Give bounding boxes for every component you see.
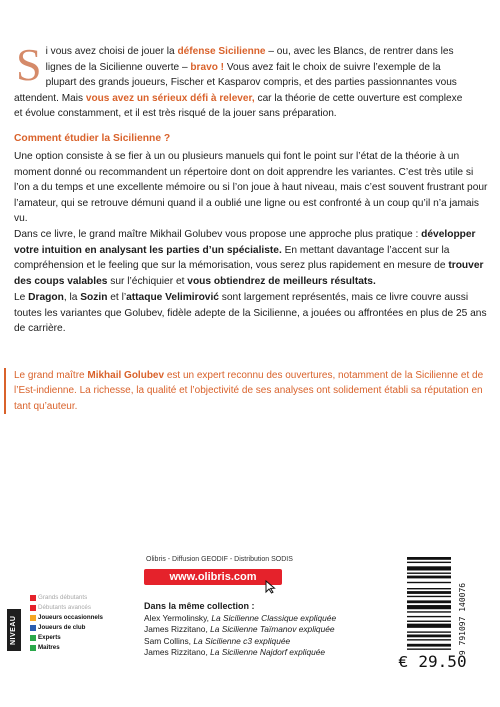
barcode-stripe: [407, 566, 451, 570]
level-swatch: [30, 615, 36, 621]
author-bio: Le grand maître Mikhail Golubev est un expert reconnu des ouvertures, notamment de la Sicilienne et de l’Est-indienne. La richesse, la qualité et l’objectivité de ses analyses ont solidement établi sa réputation en tant qu’auteur.: [14, 370, 484, 412]
barcode-stripe: [407, 639, 451, 640]
same-collection: [144, 601, 336, 659]
barcode-stripe: [407, 605, 451, 609]
level-item: Grands débutants: [30, 593, 103, 603]
collection-title: Dans la même collection :: [144, 601, 255, 611]
level-item: Joueurs occasionnels: [30, 613, 103, 623]
barcode-stripe: [407, 648, 451, 649]
distribution-line: Olibris - Diffusion GEODIF - Distribution SODIS: [146, 556, 293, 563]
barcode-stripe: [407, 582, 451, 583]
level-item: Débutants avancés: [30, 603, 103, 613]
barcode-stripe: [407, 616, 451, 617]
barcode-stripe: [407, 621, 451, 622]
barcode-stripe: [407, 573, 451, 574]
drop-cap: S: [16, 39, 42, 90]
barcode-stripe: [407, 611, 451, 612]
website-link[interactable]: www.olibris.com: [144, 569, 282, 585]
level-label: NIVEAU: [7, 609, 21, 651]
highlight-sicilian-defense: défense Sicilienne: [177, 46, 266, 57]
level-swatch: [30, 635, 36, 641]
barcode-stripe: [407, 635, 451, 638]
highlight-challenge: vous avez un sérieux défi à relever,: [85, 92, 255, 104]
barcode-stripe: [407, 588, 451, 589]
mouse-pointer-icon: [264, 580, 278, 594]
barcode-stripe: [407, 562, 451, 563]
barcode-stripe: [407, 631, 451, 632]
barcode-stripe: [407, 644, 451, 647]
intro-paragraph: Si vous avez choisi de jouer la défense Sicilienne – ou, avec les Blancs, de rentrer dans les lignes de la Sicilienne ouverte – bravo ! Vous avez fait le choix de suivre l’exemple de la plupart des grands joueurs, Fischer et Kasparov compris, et des parties passionnantes vous attendent. Mais vous avez un sérieux défi à relever, car la théorie de cette ouverture est complexe et évolue constamment, et il est très risqué de la jouer sans préparation.: [14, 39, 463, 120]
barcode-stripe: [407, 557, 451, 560]
highlight-bravo: bravo !: [190, 61, 225, 73]
barcode-stripe: [407, 600, 451, 603]
level-item: Maîtres: [30, 643, 103, 653]
barcode-stripe: [407, 624, 451, 628]
section-heading: Comment étudier la Sicilienne ?: [14, 133, 171, 144]
list-item: Sam Collins, La Sicilienne c3 expliquée: [144, 635, 291, 646]
level-item: Joueurs de club: [30, 623, 103, 633]
variants-paragraph: Le Dragon, la Sozin et l’attaque Velimirović sont largement représentés, mais ce livre couvre aussi toutes les variantes que Golubev, fidèle adepte de la Sicilienne, a jouées ou affrontées en plus de 25 ans de carrière.: [14, 292, 487, 335]
level-swatch: [30, 595, 36, 601]
level-swatch: [30, 645, 36, 651]
level-swatch: [30, 605, 36, 611]
barcode-stripe: [407, 596, 451, 597]
level-item: Experts: [30, 633, 103, 643]
barcode-stripe: [407, 591, 451, 594]
method-paragraph: Une option consiste à se fier à un ou plusieurs manuels qui font le point sur l’état de la théorie à un moment donné ou recommandent un répertoire dont on doit apprendre les variantes. C’est très utile si l’on a du temps et une excellente mémoire ou si l’on joue à haut niveau, mais c’est souvent frustrant pour l’amateur, qui se retrouve démuni quand il a oublié une ligne ou est confronté à un coup qu’il n’a jamais vu. Dans ce livre, le grand maître Mikhail Golubev vous propose une approche plus pratique : développer votre intuition en analysant les parties d’un spécialiste. En mettant davantage l’accent sur la compréhension et le feeling que sur la mémorisation, vous serez plus rapidement en mesure de trouver des coups valables sur l’échiquier et vous obtiendrez de meilleurs résultats.: [14, 151, 488, 287]
svg-text:9 791097 140076: 9 791097 140076: [458, 582, 467, 656]
list-item: Alex Yermolinsky, La Sicilienne Classique expliquée: [144, 612, 337, 623]
list-item: James Rizzitano, La Sicilienne Taïmanov expliquée: [144, 624, 335, 635]
barcode-stripe: [407, 576, 451, 579]
list-item: James Rizzitano, La Sicilienne Najdorf expliquée: [144, 647, 326, 658]
price: € 29.50: [398, 652, 467, 673]
author-accent-bar: [4, 368, 6, 414]
level-swatch: [30, 625, 36, 631]
level-legend: [30, 593, 103, 653]
